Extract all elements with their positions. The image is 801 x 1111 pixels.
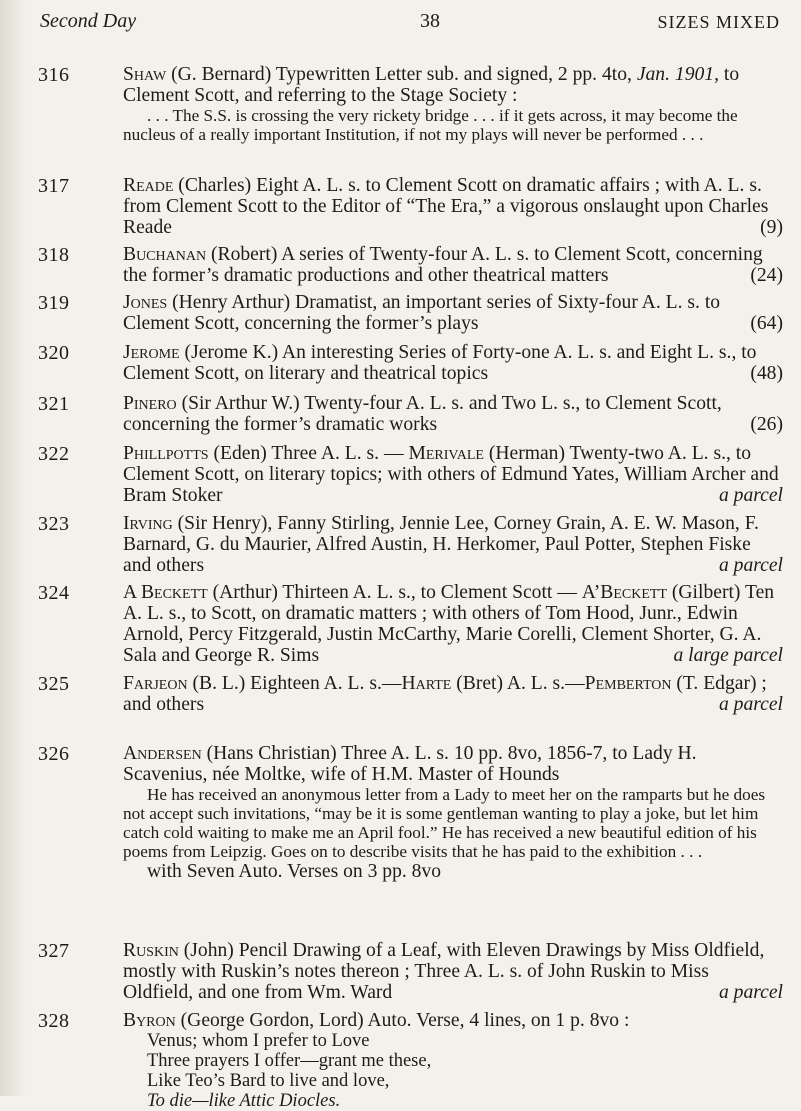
lot-author: Reade (123, 175, 174, 196)
lot-description: Jones (Henry Arthur) Dramatist, an important series of Sixty-four A. L. s. to Clement Scott, concerning the former’s plays (64) (123, 292, 783, 334)
lot-author: Irving (123, 513, 173, 534)
lot-count: (24) (750, 265, 783, 286)
header-day: Second Day (40, 10, 137, 32)
lot-description: Irving (Sir Henry), Fanny Stirling, Jennie Lee, Corney Grain, A. E. W. Mason, F. Barnard, G. du Maurier, Alfred Austin, H. Herkomer, Paul Potter, Stephen Fiske and others a parcel (123, 513, 783, 576)
lot-number: 322 (38, 443, 70, 465)
lot-number: 323 (38, 513, 70, 535)
lot-count: (9) (760, 217, 783, 238)
lot-count: (26) (750, 414, 783, 435)
lot-description: Byron (George Gordon, Lord) Auto. Verse, 4 lines, on 1 p. 8vo : Venus; whom I prefer to Love Three prayers I offer—grant me these, Like Teo’s Bard to live and love, To die—like Attic Diocles. (123, 1010, 783, 1111)
lot-description: Pinero (Sir Arthur W.) Twenty-four A. L. s. and Two L. s., to Clement Scott, concerning the former’s dramatic works (26) (123, 393, 783, 435)
lot-description: Phillpotts (Eden) Three A. L. s. — Merivale (Herman) Twenty-two A. L. s., to Clement Scott, on literary topics; with others of Edmund Yates, William Archer and Bram Stoker a parcel (123, 443, 783, 506)
lot-author-second: Merivale (408, 443, 484, 464)
lot-count: (64) (750, 313, 783, 334)
lot-author-second: Harte (401, 673, 452, 694)
lot-author: Phillpotts (123, 443, 209, 464)
lot-description: Jerome (Jerome K.) An interesting Series of Forty-one A. L. s. and Eight L. s., to Clement Scott, on literary and theatrical topics (48) (123, 342, 783, 384)
page-number: 38 (420, 10, 440, 32)
poem-line: Three prayers I offer—grant me these, (147, 1051, 432, 1071)
poem-line: To die—like Attic Diocles. (147, 1091, 341, 1111)
lot-author-second: A’Beckett (581, 582, 667, 603)
lot-tag: a parcel (718, 694, 783, 715)
lot-number: 328 (38, 1010, 70, 1032)
lot-note: with Seven Auto. Verses on 3 pp. 8vo (147, 861, 442, 882)
lot-author: Jones (123, 292, 168, 313)
lot-tag: a large parcel (673, 645, 783, 666)
lot-author-third: Pemberton (584, 673, 672, 694)
lot-number: 327 (38, 940, 70, 962)
lot-count: (48) (750, 363, 783, 384)
lot-description: Reade (Charles) Eight A. L. s. to Clement Scott on dramatic affairs ; with A. L. s. from Clement Scott to the Editor of “The Era,” a vigorous onslaught upon Charles Reade (9) (123, 175, 783, 238)
lot-author: Shaw (123, 64, 167, 85)
lot-description: Farjeon (B. L.) Eighteen A. L. s.—Harte (Bret) A. L. s.—Pemberton (T. Edgar) ; and others a parcel (123, 673, 783, 715)
poem-line: Like Teo’s Bard to live and love, (147, 1071, 390, 1091)
lot-author: Farjeon (123, 673, 188, 694)
lot-description: Andersen (Hans Christian) Three A. L. s. 10 pp. 8vo, 1856-7, to Lady H. Scavenius, née Moltke, wife of H.M. Master of Hounds He has received an anonymous letter from a Lady to meet her on the ramparts but he does not accept such invitations, “may be it is some gentleman wanting to play a joke, but let him catch cold waiting to make me an April fool.” He has received a new beautiful edition of his poems from Leipzig. Goes on to describe visits that he has paid to the exhibition . . . with Seven Auto. Verses on 3 pp. 8vo (123, 743, 783, 882)
lot-description: Buchanan (Robert) A series of Twenty-four A. L. s. to Clement Scott, concerning the former’s dramatic productions and other theatrical matters (24) (123, 244, 783, 286)
lot-number: 326 (38, 743, 70, 765)
header-section: SIZES MIXED (657, 12, 780, 32)
lot-author: Buchanan (123, 244, 207, 265)
lot-author: Jerome (123, 342, 180, 363)
lot-description: Shaw (G. Bernard) Typewritten Letter sub. and signed, 2 pp. 4to, Jan. 1901, to Clement Scott, and referring to the Stage Society : . . . The S.S. is crossing the very rickety bridge . . . if it gets across, it may become the nucleus of a really important Institution, if not my plays will never be performed . . . (123, 64, 783, 144)
poem-line: Venus; whom I prefer to Love (147, 1031, 370, 1051)
lot-author: Byron (123, 1010, 176, 1031)
lot-author: Andersen (123, 743, 202, 764)
lot-description: A Beckett (Arthur) Thirteen A. L. s., to Clement Scott — A’Beckett (Gilbert) Ten A. L. s., to Scott, on dramatic matters ; with others of Tom Hood, Junr., Edwin Arnold, Percy Fitzgerald, Justin McCarthy, Marie Corelli, Clement Shorter, G. A. Sala and George R. Sims a large parcel (123, 582, 783, 666)
lot-tag: a parcel (718, 982, 783, 1003)
lot-description: Ruskin (John) Pencil Drawing of a Leaf, with Eleven Drawings by Miss Oldfield, mostly with Ruskin’s notes thereon ; Three A. L. s. of John Ruskin to Miss Oldfield, and one from Wm. Ward a parcel (123, 940, 783, 1003)
lot-tag: a parcel (718, 485, 783, 506)
lot-quote: . . . The S.S. is crossing the very rickety bridge . . . if it gets across, it may become the nucleus of a really important Institution, if not my plays will never be performed . . . (123, 106, 738, 144)
page-edge-shadow (0, 0, 26, 1096)
lot-poem (123, 1031, 783, 1111)
lot-number: 319 (38, 292, 70, 314)
lot-author: A Beckett (123, 582, 208, 603)
lot-author: Ruskin (123, 940, 179, 961)
lot-number: 324 (38, 582, 70, 604)
lot-number: 317 (38, 175, 70, 197)
lot-number: 321 (38, 393, 70, 415)
lot-number: 318 (38, 244, 70, 266)
lot-number: 316 (38, 64, 70, 86)
lot-number: 320 (38, 342, 70, 364)
lot-tag: a parcel (718, 555, 783, 576)
page-header (40, 10, 780, 40)
lot-quote: He has received an anonymous letter from a Lady to meet her on the ramparts but he does not accept such invitations, “may be it is some gentleman wanting to play a joke, but let him catch cold waiting to make me an April fool.” He has received a new beautiful edition of his poems from Leipzig. Goes on to describe visits that he has paid to the exhibition . . . (123, 785, 766, 861)
lot-number: 325 (38, 673, 70, 695)
lot-author: Pinero (123, 393, 177, 414)
